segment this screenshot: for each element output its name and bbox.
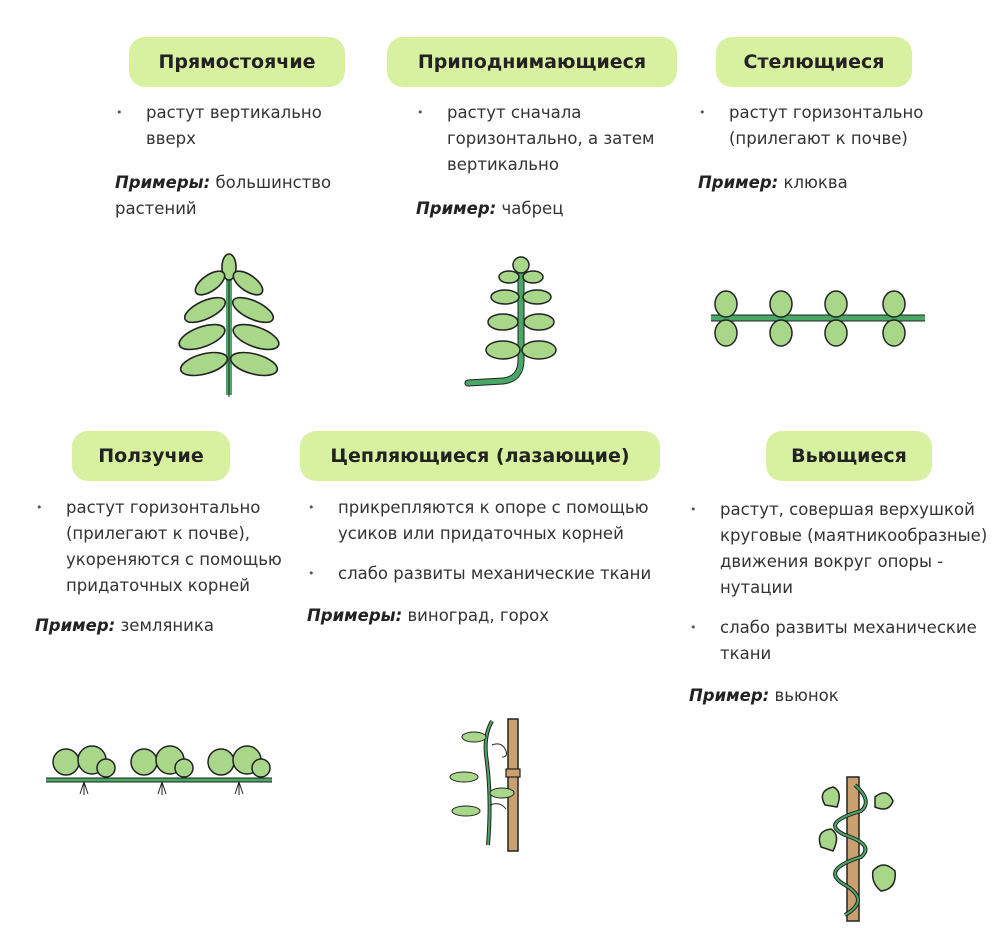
strawberry-runner-icon [44, 742, 274, 802]
title-climbing: Цепляющиеся (лазающие) [300, 431, 660, 481]
section-erect [115, 100, 370, 222]
example-label: Пример: [416, 199, 497, 218]
section-creeping [698, 100, 958, 196]
example-text: вьюнок [774, 686, 839, 705]
example-text: виноград, горох [407, 606, 550, 625]
creeping-bullets [698, 100, 958, 152]
bullet-text: • растут, совершая верхушкой круговые (маятникообразные) движения вокруг опоры - нутации [689, 497, 989, 601]
example-text: чабрец [501, 199, 564, 218]
twining-plant-on-stake-icon [815, 775, 905, 925]
example-label: Примеры: [307, 606, 403, 625]
title-ascending: Приподнимающиеся [387, 37, 677, 87]
example-label: Пример: [689, 686, 770, 705]
erect-bullets [115, 100, 370, 152]
title-stoloniferous: Ползучие [72, 431, 230, 481]
example-twining [689, 683, 989, 709]
example-label: Пример: [698, 173, 779, 192]
title-twining: Вьющиеся [766, 431, 932, 481]
example-ascending [416, 196, 666, 222]
example-stoloniferous [35, 613, 290, 639]
climbing-bullets [307, 495, 652, 587]
example-label: Примеры: [115, 173, 211, 192]
creeping-plant-icon [708, 285, 928, 355]
erect-plant-icon [172, 255, 292, 405]
bullet-text: • растут горизонтально (прилегают к почве), укореняются с помощью придаточных корней [35, 495, 290, 599]
twining-bullets [689, 497, 989, 667]
bullet-text: • растут горизонтально (прилегают к почве) [698, 100, 958, 152]
example-text: клюква [783, 173, 848, 192]
example-creeping [698, 170, 958, 196]
section-ascending [416, 100, 666, 222]
example-climbing [307, 603, 652, 629]
bullet-text: • слабо развиты механические ткани [689, 615, 989, 667]
ascending-bullets [416, 100, 666, 178]
ascending-plant-icon [463, 255, 573, 390]
example-erect [115, 170, 370, 222]
bullet-text: • прикрепляются к опоре с помощью усиков или придаточных корней [307, 495, 652, 547]
bullet-text: • растут сначала горизонтально, а затем вертикально [416, 100, 666, 178]
section-twining [689, 497, 989, 709]
bullet-text: • растут вертикально вверх [115, 100, 370, 152]
section-climbing [307, 495, 652, 629]
title-creeping: Стелющиеся [716, 37, 912, 87]
example-text: земляника [120, 616, 214, 635]
example-label: Пример: [35, 616, 116, 635]
climbing-plant-on-stake-icon [440, 715, 530, 855]
stoloniferous-bullets [35, 495, 290, 599]
example-text: большинство растений [115, 173, 332, 218]
section-stoloniferous [35, 495, 290, 639]
bullet-text: • слабо развиты механические ткани [307, 561, 652, 587]
title-erect: Прямостоячие [129, 37, 345, 87]
